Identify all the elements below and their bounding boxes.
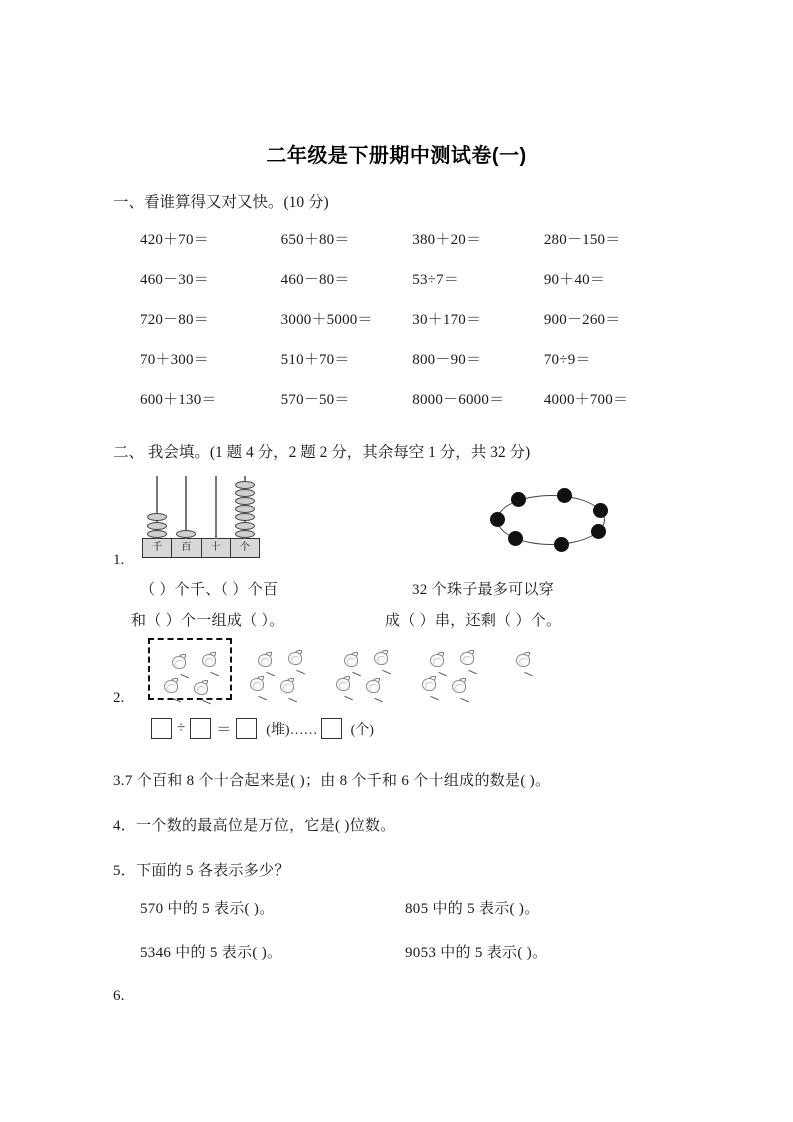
radish-group <box>244 638 316 700</box>
radish-icon <box>162 678 184 702</box>
bead-necklace-illustration <box>487 487 617 555</box>
calc-problem: 460－80＝ <box>280 272 350 288</box>
question-1-line2-left: 和（ ）个一组成（ ）。 <box>131 613 285 629</box>
abacus-bead <box>235 513 255 521</box>
calc-row <box>140 228 680 268</box>
calc-problem: 70÷9＝ <box>543 352 591 368</box>
radish-icon <box>514 652 536 676</box>
calc-row <box>140 308 680 348</box>
calc-problem: 70＋300＝ <box>140 352 209 368</box>
radish-icon <box>364 678 386 702</box>
abacus-rod-label-thousands: 千 <box>143 539 172 557</box>
calc-problem: 600＋130＝ <box>140 392 217 408</box>
question-6: 6. <box>113 988 125 1004</box>
abacus-bead <box>235 481 255 489</box>
radish-icon <box>170 654 192 678</box>
abacus-bead <box>235 505 255 513</box>
abacus-bead <box>235 530 255 538</box>
calc-problem: 380＋20＝ <box>412 232 482 248</box>
arithmetic-problem-grid <box>140 228 680 428</box>
radish-icon <box>342 652 364 676</box>
calc-problem: 30＋170＝ <box>412 312 482 328</box>
radish-icon <box>256 652 278 676</box>
abacus-bead <box>147 522 167 530</box>
radish-groups-illustration <box>148 638 568 700</box>
radish-group <box>330 638 402 700</box>
equation-box-divisor[interactable] <box>190 718 211 739</box>
radish-icon <box>192 680 214 704</box>
radish-icon <box>200 652 222 676</box>
abacus-rod <box>215 476 217 539</box>
question-1-line1-left: （ ）个千、（ ）个百 <box>140 582 279 598</box>
radish-icon <box>334 676 356 700</box>
radish-icon <box>458 650 480 674</box>
calc-row <box>140 348 680 388</box>
abacus-bead <box>176 530 196 538</box>
calc-problem: 900－260＝ <box>543 312 621 328</box>
equation-unit-piles: (堆)…… <box>266 722 318 738</box>
calc-problem: 3000＋5000＝ <box>280 312 373 328</box>
radish-icon <box>450 678 472 702</box>
necklace-bead <box>490 512 505 527</box>
question-2-equation <box>148 718 374 739</box>
radish-group <box>502 638 574 700</box>
radish-icon <box>420 676 442 700</box>
calc-problem: 570－50＝ <box>280 392 350 408</box>
equals-operator: ＝ <box>216 722 232 738</box>
abacus-bead <box>235 522 255 530</box>
calc-problem: 90＋40＝ <box>543 272 606 288</box>
question-5-prompt: 5．下面的 5 各表示多少？ <box>113 863 290 879</box>
calc-problem: 650＋80＝ <box>280 232 350 248</box>
radish-group <box>416 638 488 700</box>
radish-icon <box>428 652 450 676</box>
question-1-line2-right: 成（ ）串，还剩（ ）个。 <box>385 613 562 629</box>
calc-problem: 460－30＝ <box>140 272 209 288</box>
abacus-rod-label-ones: 个 <box>239 542 250 553</box>
abacus-bead <box>235 489 255 497</box>
calc-problem: 420＋70＝ <box>140 232 209 248</box>
division-operator: ÷ <box>177 720 186 736</box>
calc-problem: 4000＋700＝ <box>543 392 629 408</box>
calc-problem: 53÷7＝ <box>412 272 459 288</box>
radish-icon <box>372 650 394 674</box>
equation-box-quotient[interactable] <box>236 718 257 739</box>
abacus-rod-label-tens: 十 <box>202 539 231 557</box>
radish-group-boxed <box>148 638 232 700</box>
equation-box-remainder[interactable] <box>321 718 342 739</box>
question-1-line1-right: 32 个珠子最多可以穿 <box>412 582 555 598</box>
question-5-item: 5346 中的 5 表示( )。 <box>140 945 283 961</box>
calc-problem: 280－150＝ <box>543 232 621 248</box>
necklace-bead <box>593 503 608 518</box>
section-2-heading: 二、 我会填。(1 题 4 分，2 题 2 分，其余每空 1 分，共 32 分) <box>113 444 531 461</box>
abacus-bead <box>147 513 167 521</box>
necklace-bead <box>554 537 569 552</box>
question-4: 4．一个数的最高位是万位，它是( )位数。 <box>113 818 396 834</box>
calc-problem: 510＋70＝ <box>280 352 350 368</box>
radish-icon <box>248 676 270 700</box>
calc-problem: 800－90＝ <box>412 352 482 368</box>
abacus-illustration <box>142 476 260 558</box>
equation-box-dividend[interactable] <box>151 718 172 739</box>
abacus-rod-label-hundreds: 百 <box>172 539 201 557</box>
abacus-bead <box>147 530 167 538</box>
abacus-base <box>142 538 260 558</box>
necklace-bead <box>591 524 606 539</box>
necklace-bead <box>508 531 523 546</box>
calc-row <box>140 268 680 308</box>
page-title: 二年级是下册期中测试卷(一) <box>266 145 527 167</box>
question-1-number: 1. <box>113 552 125 568</box>
calc-problem: 8000－6000＝ <box>412 392 505 408</box>
question-5-item: 805 中的 5 表示( )。 <box>405 901 540 917</box>
section-1-heading: 一、看谁算得又对又快。(10 分) <box>113 194 329 211</box>
calc-row <box>140 388 680 428</box>
abacus-bead <box>235 497 255 505</box>
question-3: 3.7 个百和 8 个十合起来是( )；由 8 个千和 6 个十组成的数是( )。 <box>113 773 551 789</box>
calc-problem: 720－80＝ <box>140 312 209 328</box>
equation-unit-pieces: (个) <box>350 722 374 738</box>
question-2-number: 2. <box>113 690 125 706</box>
radish-icon <box>278 678 300 702</box>
radish-icon <box>286 650 308 674</box>
question-5-item: 570 中的 5 表示( )。 <box>140 901 275 917</box>
question-5-item: 9053 中的 5 表示( )。 <box>405 945 548 961</box>
